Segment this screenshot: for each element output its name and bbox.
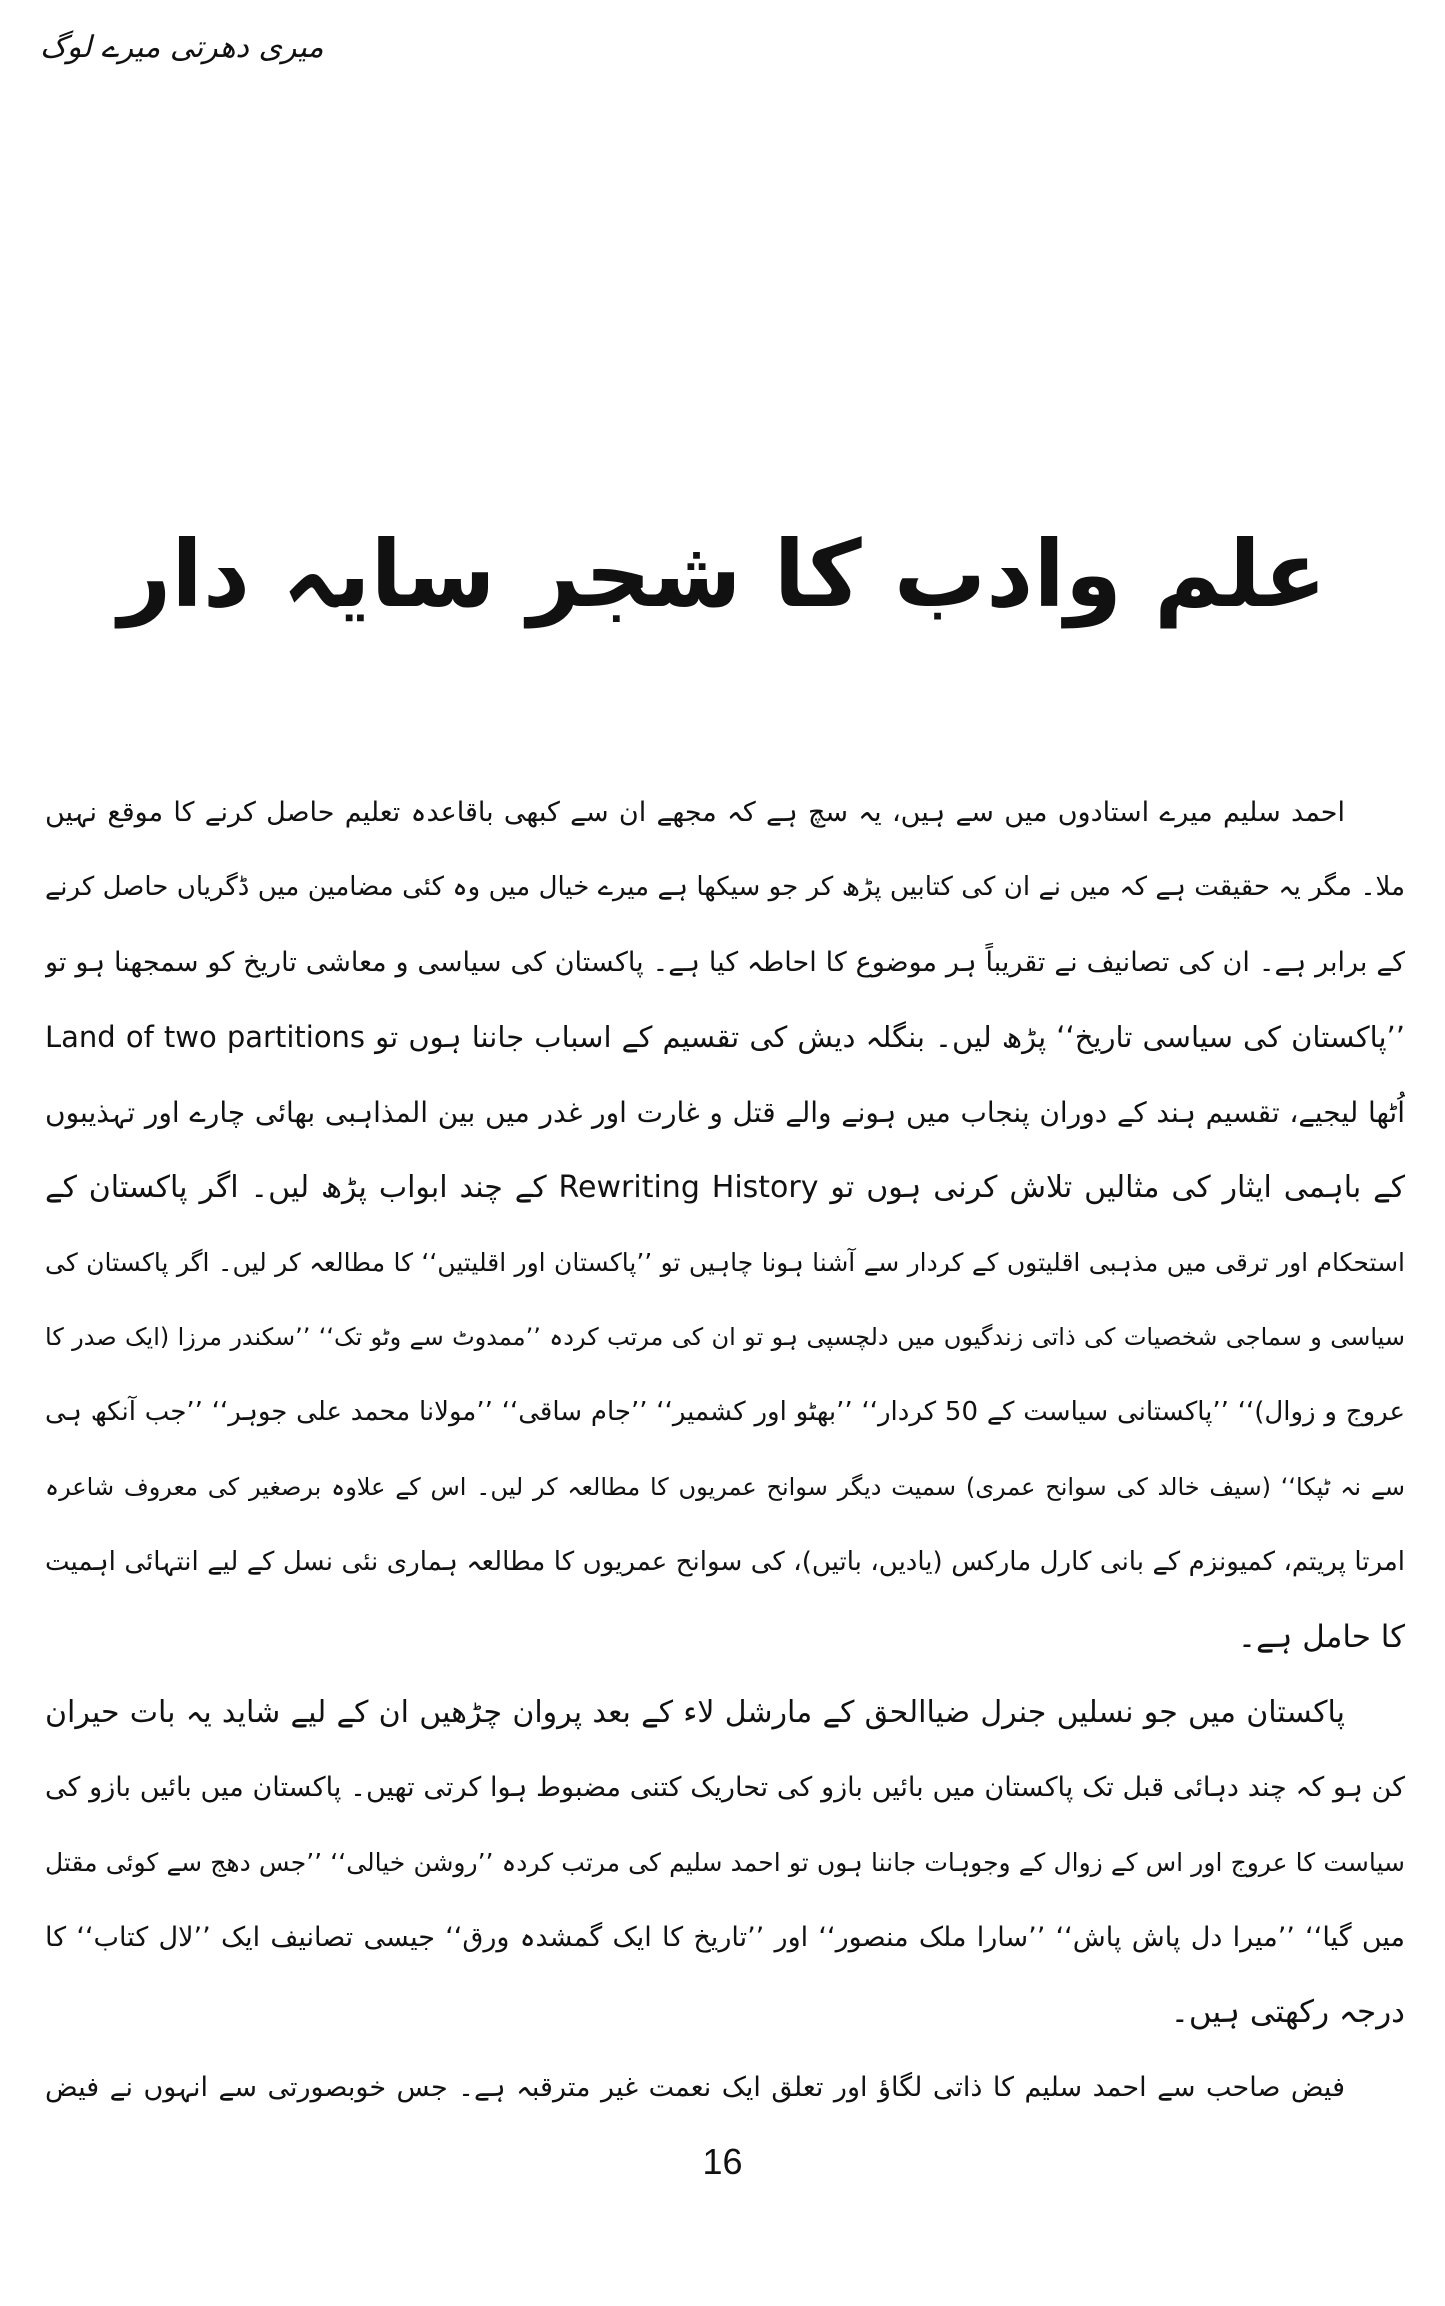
text-line: پاکستان میں جو نسلیں جنرل ضیاالحق کے مارشل لاء کے بعد پروان چڑھیں ان کے لیے شاید یہ بات حیران — [45, 1695, 1345, 1730]
body-text — [45, 775, 1405, 2125]
chapter-title: علم وادب کا شجر سایہ دار — [118, 521, 1327, 628]
page-number: 16 — [702, 2141, 743, 2182]
text-line: سیاست کا عروج اور اس کے زوال کے وجوہات جاننا ہوں تو احمد سلیم کی مرتب کردہ ’’روشن خیالی‘‘ ’’جس دھج سے کوئی مقتل — [45, 1848, 1405, 1877]
text-line: کے باہمی ایثار کی مثالیں تلاش کرنی ہوں تو Rewriting History کے چند ابواب پڑھ لیں۔ اگر پاکستان کے — [45, 1170, 1405, 1205]
text-line: کن ہو کہ چند دہائی قبل تک پاکستان میں بائیں بازو کی تحاریک کتنی مضبوط ہوا کرتی تھیں۔ پاکستان میں بائیں بازو کی — [45, 1772, 1405, 1803]
text-line: فیض صاحب سے احمد سلیم کا ذاتی لگاؤ اور تعلق ایک نعمت غیر مترقبہ ہے۔ جس خوبصورتی سے انہوں نے فیض — [45, 2072, 1345, 2103]
text-line: درجہ رکھتی ہیں۔ — [1170, 1994, 1405, 2030]
text-line: ’’پاکستان کی سیاسی تاریخ‘‘ پڑھ لیں۔ بنگلہ دیش کی تقسیم کے اسباب جاننا ہوں تو Land of two partitions — [45, 1020, 1405, 1054]
text-line: احمد سلیم میرے استادوں میں سے ہیں، یہ سچ ہے کہ مجھے ان سے کبھی باقاعدہ تعلیم حاصل کرنے کا موقع نہیں — [45, 797, 1345, 828]
text-line: استحکام اور ترقی میں مذہبی اقلیتوں کے کردار سے آشنا ہونا چاہیں تو ’’پاکستان اور اقلیتیں‘‘ کا مطالعہ کر لیں۔ اگر پاکستان کی — [45, 1248, 1405, 1277]
text-line: کا حامل ہے۔ — [1237, 1619, 1405, 1655]
running-header: میری دھرتی میرے لوگ — [40, 30, 324, 65]
text-line: ملا۔ مگر یہ حقیقت ہے کہ میں نے ان کی کتابیں پڑھ کر جو سیکھا ہے میرے خیال میں وہ کئی مضامین میں ڈگریاں حاصل کرنے — [45, 872, 1405, 902]
paragraph — [45, 1675, 1405, 2050]
text-line: عروج و زوال)‘‘ ’’پاکستانی سیاست کے 50 کردار‘‘ ’’بھٹو اور کشمیر‘‘ ’’جام ساقی‘‘ ’’مولانا محمد علی جوہر‘‘ ’’جب آنکھ ہی — [45, 1397, 1405, 1427]
text-line: کے برابر ہے۔ ان کی تصانیف نے تقریباً ہر موضوع کا احاطہ کیا ہے۔ پاکستان کی سیاسی و معاشی تاریخ کو سمجھنا ہو تو — [45, 947, 1405, 978]
paragraph — [45, 775, 1405, 1675]
text-line: امرتا پریتم، کمیونزم کے بانی کارل مارکس (یادیں، باتیں)، کی سوانح عمریوں کا مطالعہ ہماری نئی نسل کے لیے انتہائی اہمیت — [45, 1547, 1405, 1577]
text-line: سیاسی و سماجی شخصیات کی ذاتی زندگیوں میں دلچسپی ہو تو ان کی مرتب کردہ ’’ممدوٹ سے وٹو تک‘‘ ’’سکندر مرزا (ایک صدر کا — [45, 1323, 1405, 1351]
text-line: سے نہ ٹپکا‘‘ (سیف خالد کی سوانح عمری) سمیت دیگر سوانح عمریوں کا مطالعہ کر لیں۔ اس کے علاوہ برصغیر کی معروف شاعرہ — [45, 1473, 1405, 1501]
text-line: اُٹھا لیجیے، تقسیم ہند کے دوران پنجاب میں ہونے والے قتل و غارت اور غدر میں بین المذاہبی بھائی چارے اور تہذیبوں — [45, 1096, 1405, 1129]
text-line: میں گیا‘‘ ’’میرا دل پاش پاش‘‘ ’’سارا ملک منصور‘‘ اور ’’تاریخ کا ایک گمشدہ ورق‘‘ جیسی تصانیف ایک ’’لال کتاب‘‘ کا — [45, 1922, 1405, 1953]
paragraph — [45, 2050, 1405, 2125]
